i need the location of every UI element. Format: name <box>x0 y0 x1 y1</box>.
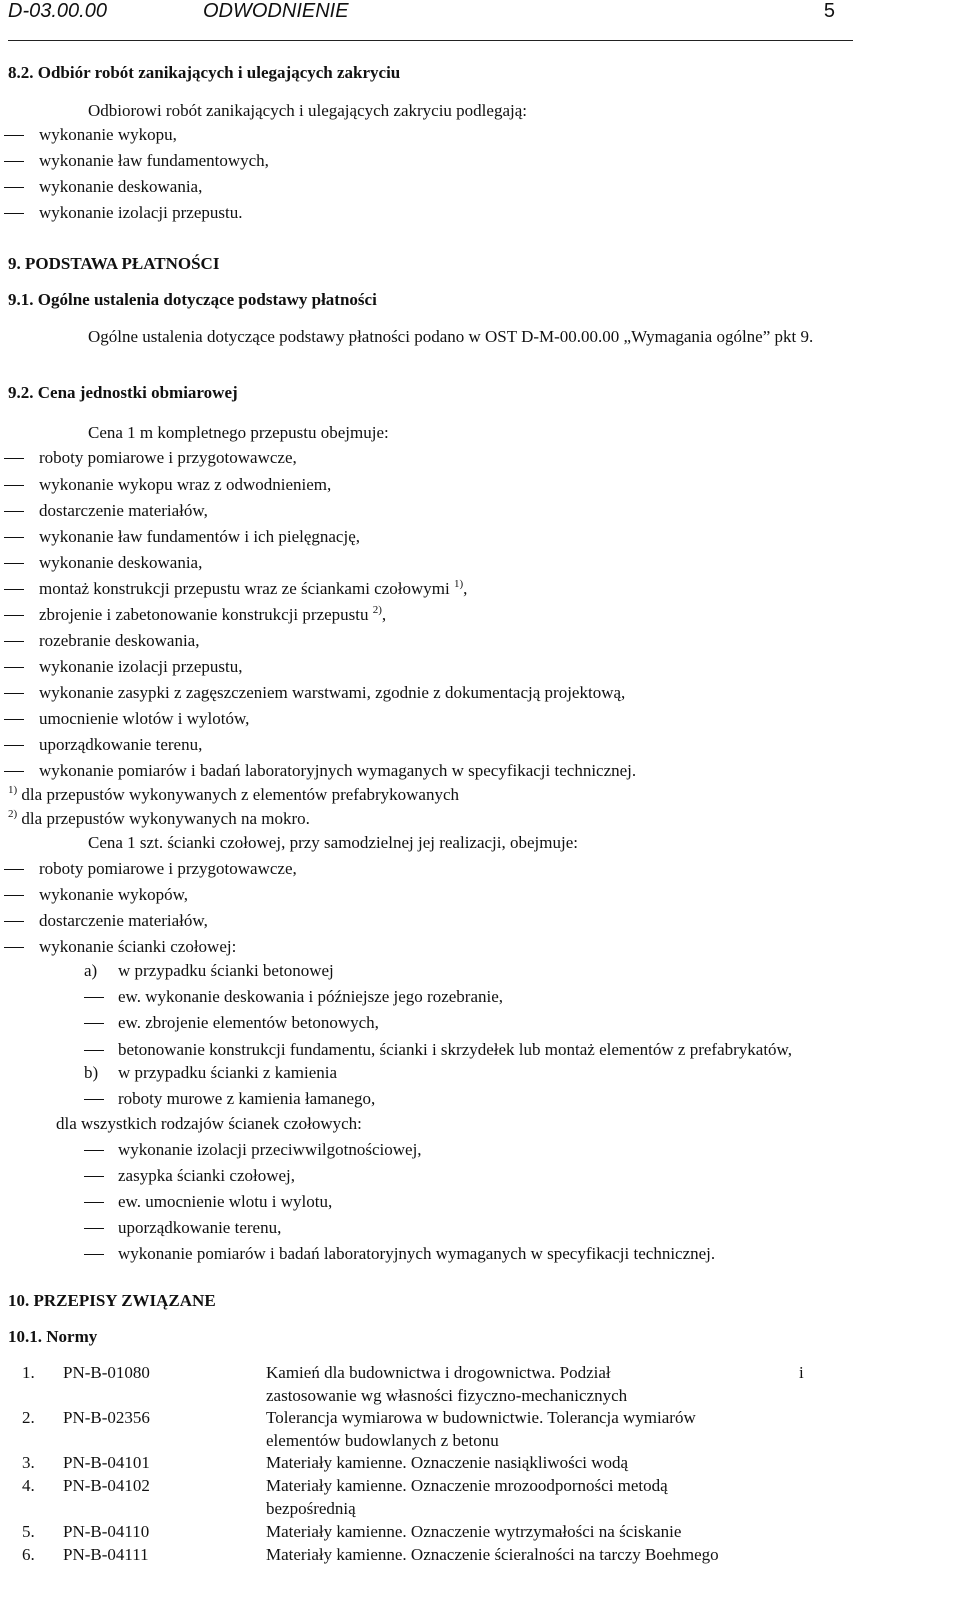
norm-number: 3. <box>22 1453 35 1472</box>
footnote-mark-1: 1) <box>8 784 18 796</box>
sublist-title-b: w przypadku ścianki z kamienia <box>118 1063 338 1082</box>
section-10-1-heading: 10.1. Normy <box>8 1327 98 1346</box>
section-9-1-text: Ogólne ustalenia dotyczące podstawy płatności podano w OST D-M-00.00.00 „Wymagania ogólne” pkt 9. <box>88 327 814 346</box>
list-dash <box>4 161 24 162</box>
all-walls-intro: dla wszystkich rodzajów ścianek czołowych: <box>56 1114 362 1133</box>
list-dash <box>4 187 24 188</box>
list-item: dostarczenie materiałów, <box>39 911 208 930</box>
list-item: dostarczenie materiałów, <box>39 501 208 520</box>
list-dash <box>4 589 24 590</box>
list-item: ew. umocnienie wlotu i wylotu, <box>118 1192 333 1211</box>
header-title: ODWODNIENIE <box>203 0 349 22</box>
norm-code: PN-B-04102 <box>63 1476 150 1495</box>
list-item: wykonanie izolacji przepustu. <box>39 203 243 222</box>
list-dash <box>4 947 24 948</box>
list-dash <box>4 719 24 720</box>
sublist-label-b: b) <box>84 1063 99 1082</box>
list-dash <box>4 615 24 616</box>
header-page-number: 5 <box>823 0 835 22</box>
footnote-2 <box>8 808 310 830</box>
list-item <box>39 604 386 626</box>
norm-number: 4. <box>22 1476 35 1495</box>
norm-code: PN-B-04110 <box>63 1522 150 1541</box>
norm-description: Kamień dla budownictwa i drogownictwa. Podział <box>266 1363 611 1382</box>
list-dash <box>84 1176 104 1177</box>
norm-description-cont: zastosowanie wg własności fizyczno-mechanicznych <box>266 1386 628 1405</box>
section-9-2-heading: 9.2. Cena jednostki obmiarowej <box>8 383 238 402</box>
list-item: uporządkowanie terenu, <box>118 1218 282 1237</box>
list-dash <box>4 921 24 922</box>
list-item: ew. wykonanie deskowania i późniejsze jego rozebranie, <box>118 987 504 1006</box>
list-dash <box>84 1023 104 1024</box>
list-dash <box>84 1228 104 1229</box>
list-dash <box>84 997 104 998</box>
list-item: wykonanie ścianki czołowej: <box>39 937 237 956</box>
list-dash <box>84 1254 104 1255</box>
list-dash <box>4 485 24 486</box>
comma: , <box>463 579 468 598</box>
list-dash <box>84 1202 104 1203</box>
list-item: wykonanie ław fundamentowych, <box>39 151 269 170</box>
norm-description: Materiały kamienne. Oznaczenie mrozoodporności metodą <box>266 1476 668 1495</box>
list-item: wykonanie izolacji przeciwwilgotnościowej, <box>118 1140 422 1159</box>
list-item: betonowanie konstrukcji fundamentu, ścianki i skrzydełek lub montaż elementów z prefabrykatów, <box>118 1040 792 1059</box>
list-item-text: montaż konstrukcji przepustu wraz ze ściankami czołowymi <box>39 579 450 598</box>
section-10-heading: 10. PRZEPISY ZWIĄZANE <box>8 1291 216 1310</box>
list-item: wykonanie izolacji przepustu, <box>39 657 243 676</box>
list-item: wykonanie pomiarów i badań laboratoryjnych wymaganych w specyfikacji technicznej. <box>39 761 637 780</box>
footnote-text-2: dla przepustów wykonywanych na mokro. <box>21 809 310 828</box>
section-8-2-heading: 8.2. Odbiór robót zanikających i ulegających zakryciu <box>8 63 401 82</box>
section-9-heading: 9. PODSTAWA PŁATNOŚCI <box>8 254 220 273</box>
norm-code: PN-B-04111 <box>63 1545 149 1564</box>
list-item: wykonanie pomiarów i badań laboratoryjnych wymaganych w specyfikacji technicznej. <box>118 1244 716 1263</box>
list-item: wykonanie deskowania, <box>39 553 203 572</box>
norm-description: Materiały kamienne. Oznaczenie nasiąkliwości wodą <box>266 1453 629 1472</box>
section-9-2-intro: Cena 1 m kompletnego przepustu obejmuje: <box>88 423 389 442</box>
list-dash <box>4 135 24 136</box>
list-dash <box>84 1099 104 1100</box>
list-dash <box>4 745 24 746</box>
footnote-1 <box>8 784 459 806</box>
list-item: wykonanie wykopów, <box>39 885 189 904</box>
header-code: D-03.00.00 <box>8 0 107 22</box>
list-dash <box>4 693 24 694</box>
norm-description-cont: elementów budowlanych z betonu <box>266 1431 499 1450</box>
list-item: wykonanie wykopu wraz z odwodnieniem, <box>39 475 332 494</box>
comma: , <box>381 605 387 624</box>
list-item: zasypka ścianki czołowej, <box>118 1166 296 1185</box>
list-dash <box>4 869 24 870</box>
norm-number: 5. <box>22 1522 35 1541</box>
section-9-2-intro2: Cena 1 szt. ścianki czołowej, przy samodzielnej jej realizacji, obejmuje: <box>88 833 578 852</box>
norm-code: PN-B-01080 <box>63 1363 150 1382</box>
norm-description-extra: i <box>799 1363 804 1382</box>
section-9-1-heading: 9.1. Ogólne ustalenia dotyczące podstawy płatności <box>8 290 377 309</box>
list-item: roboty pomiarowe i przygotowawcze, <box>39 859 297 878</box>
list-item: roboty murowe z kamienia łamanego, <box>118 1089 376 1108</box>
list-item: wykonanie wykopu, <box>39 125 177 144</box>
norm-description: Materiały kamienne. Oznaczenie ścieralności na tarczy Boehmego <box>266 1545 719 1564</box>
list-item: roboty pomiarowe i przygotowawcze, <box>39 448 297 467</box>
list-dash <box>4 895 24 896</box>
footnote-mark-2: 2) <box>8 808 18 820</box>
norm-description: Materiały kamienne. Oznaczenie wytrzymałości na ściskanie <box>266 1522 682 1541</box>
page-header <box>8 0 853 41</box>
norm-code: PN-B-02356 <box>63 1408 150 1427</box>
norm-code: PN-B-04101 <box>63 1453 150 1472</box>
footnote-ref-2: 2) <box>372 604 382 616</box>
footnote-text-1: dla przepustów wykonywanych z elementów prefabrykowanych <box>21 785 460 804</box>
norm-description-cont: bezpośrednią <box>266 1499 356 1518</box>
list-dash <box>4 511 24 512</box>
list-dash <box>4 458 24 459</box>
list-dash <box>4 667 24 668</box>
norm-number: 2. <box>22 1408 35 1427</box>
list-dash <box>4 213 24 214</box>
list-item-text: zbrojenie i zabetonowanie konstrukcji przepustu <box>39 605 369 624</box>
list-item <box>39 578 467 600</box>
list-dash <box>4 537 24 538</box>
section-8-2-intro: Odbiorowi robót zanikających i ulegających zakryciu podlegają: <box>88 101 527 120</box>
norm-number: 6. <box>22 1545 35 1564</box>
list-item: wykonanie ław fundamentów i ich pielęgnację, <box>39 527 360 546</box>
list-item: umocnienie wlotów i wylotów, <box>39 709 250 728</box>
list-dash <box>4 641 24 642</box>
sublist-label-a: a) <box>84 961 98 980</box>
list-dash <box>4 771 24 772</box>
list-item: rozebranie deskowania, <box>39 631 200 650</box>
list-item: wykonanie zasypki z zagęszczeniem warstwami, zgodnie z dokumentacją projektową, <box>39 683 626 702</box>
list-dash <box>4 563 24 564</box>
sublist-title-a: w przypadku ścianki betonowej <box>118 961 334 980</box>
footnote-ref-1: 1) <box>453 578 464 590</box>
list-dash <box>84 1050 104 1051</box>
norm-number: 1. <box>22 1363 35 1382</box>
list-item: ew. zbrojenie elementów betonowych, <box>118 1013 379 1032</box>
list-dash <box>84 1150 104 1151</box>
list-item: wykonanie deskowania, <box>39 177 203 196</box>
norm-description: Tolerancja wymiarowa w budownictwie. Tolerancja wymiarów <box>266 1408 696 1427</box>
list-item: uporządkowanie terenu, <box>39 735 203 754</box>
